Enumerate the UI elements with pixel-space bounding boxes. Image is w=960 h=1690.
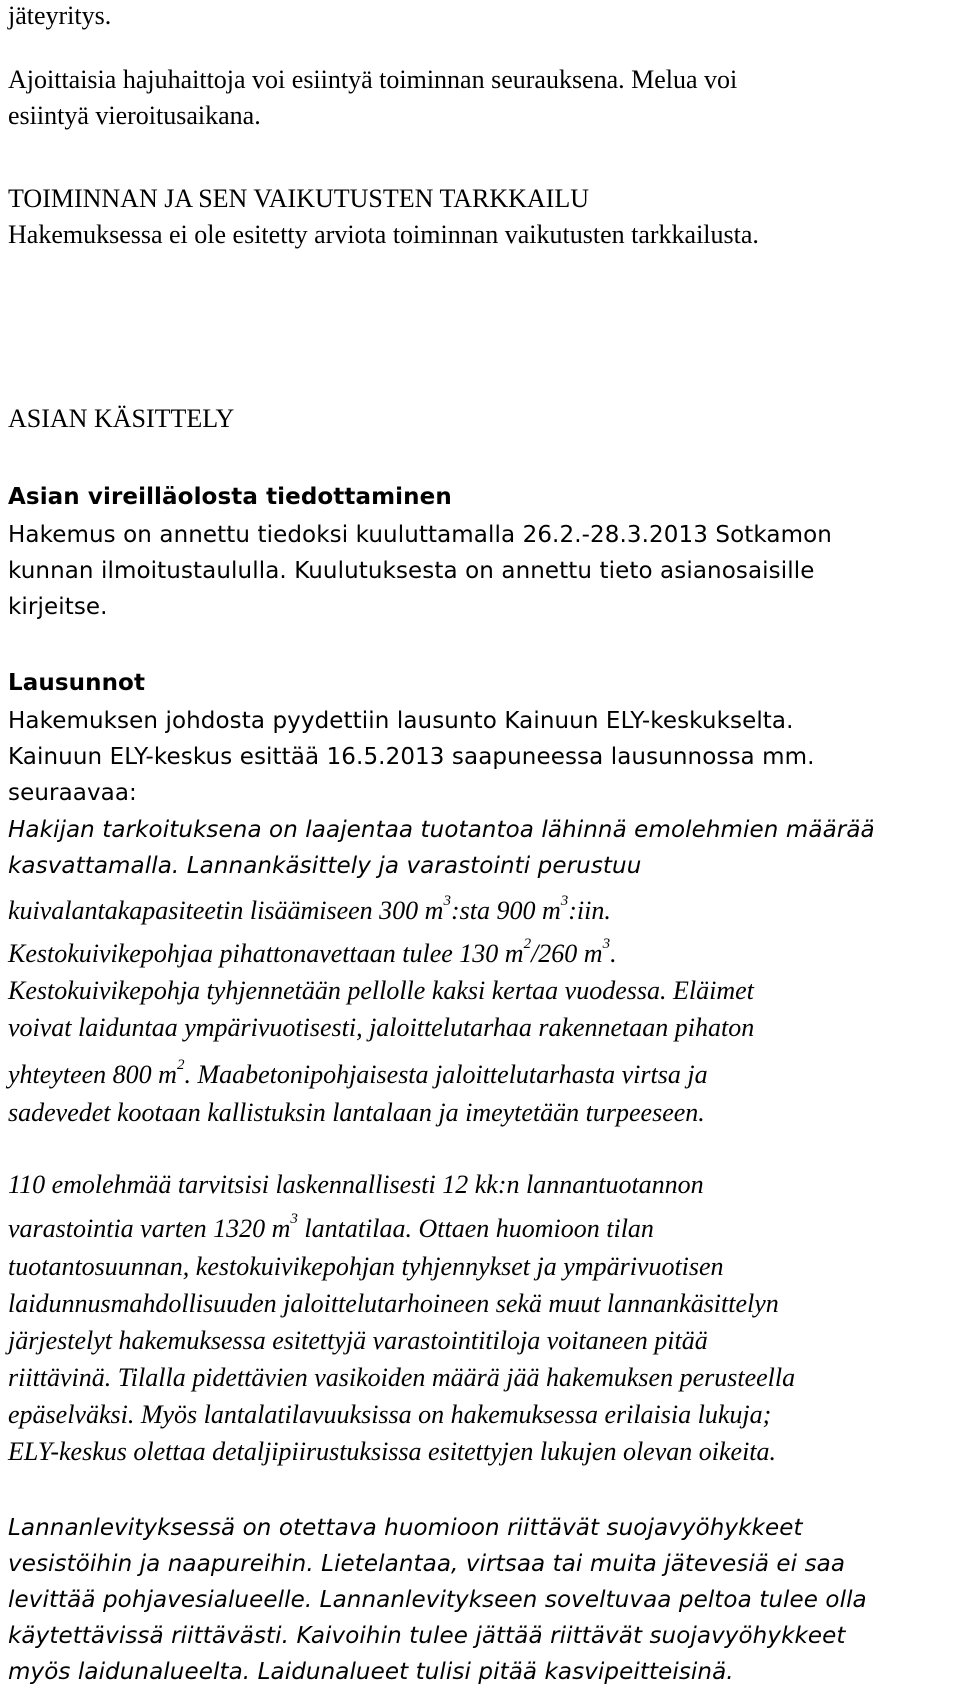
quote-line: Hakijan tarkoituksena on laajentaa tuotantoa lähinnä emolehmien määrää [8,817,875,843]
quote-line: epäselväksi. Myös lantalatilavuuksissa on hakemuksessa erilaisia lukuja; [8,1400,772,1429]
quote-line: laidunnusmahdollisuuden jaloittelutarhoineen sekä muut lannankäsittelyn [8,1289,779,1318]
quote-line: käytettävissä riittävästi. Kaivoihin tulee jättää riittävät suojavyöhykkeet [8,1623,846,1649]
quote-line: tuotantosuunnan, kestokuivikepohjan tyhjennykset ja ympärivuotisen [8,1252,724,1281]
quote-line: kuivalantakapasiteetin lisäämiseen 300 $m^3:sta$ 900 $m^3:iin$. [8,893,611,925]
quote-line: 110 emolehmää tarvitsisi laskennallisesti 12 kk:n lannantuotannon [8,1170,704,1199]
section-heading-monitoring: TOIMINNAN JA SEN VAIKUTUSTEN TARKKAILU [8,184,590,213]
quote-line: ELY-keskus olettaa detaljipiirustuksissa esitettyjen lukujen olevan oikeita. [8,1437,777,1466]
paragraph-line: esiintyä vieroitusaikana. [8,101,261,130]
quote-line: yhteyteen 800 $m^2$. Maabetonipohjaisesta jaloittelutarhasta virtsa ja [8,1057,708,1089]
quote-line: voivat laiduntaa ympärivuotisesti, jaloittelutarhaa rakennetaan pihaton [8,1013,755,1042]
paragraph-line: kirjeitse. [8,594,108,620]
paragraph-line: Kainuun ELY-keskus esittää 16.5.2013 saapuneessa lausunnossa mm. [8,744,815,770]
quote-line: riittävinä. Tilalla pidettävien vasikoiden määrä jää hakemuksen perusteella [8,1363,796,1392]
quote-line: järjestelyt hakemuksessa esitettyjä varastointitiloja voitaneen pitää [8,1326,708,1355]
quote-line: varastointia varten 1320 $m^3$ lantatilaa. Ottaen huomioon tilan [8,1211,654,1243]
quote-line: levittää pohjavesialueelle. Lannanlevitykseen soveltuvaa peltoa tulee olla [8,1587,867,1613]
quote-line: sadevedet kootaan kallistuksin lantalaan ja imeytetään turpeeseen. [8,1098,705,1127]
quote-line: vesistöihin ja naapureihin. Lietelantaa, virtsaa tai muita jätevesiä ei saa [8,1551,846,1577]
quote-line: myös laidunalueelta. Laidunalueet tulisi pitää kasvipeitteisinä. [8,1659,734,1685]
quote-line: Kestokuivikepohjaa pihattonavettaan tulee 130 $m^2/260$ $m^3$. [8,936,617,968]
paragraph-line: jäteyritys. [8,1,112,30]
subsection-heading-notification: Asian vireilläolosta tiedottaminen [8,484,452,510]
paragraph-line: Ajoittaisia hajuhaittoja voi esiintyä toiminnan seurauksena. Melua voi [8,65,738,94]
quote-line: Kestokuivikepohja tyhjennetään pellolle kaksi kertaa vuodessa. Eläimet [8,976,754,1005]
paragraph-line: seuraavaa: [8,780,137,806]
subsection-heading-statements: Lausunnot [8,670,146,696]
quote-line: kasvattamalla. Lannankäsittely ja varastointi perustuu [8,853,642,879]
paragraph-line: Hakemuksen johdosta pyydettiin lausunto Kainuun ELY-keskukselta. [8,708,794,734]
paragraph-line: Hakemus on annettu tiedoksi kuuluttamalla 26.2.-28.3.2013 Sotkamon [8,522,832,548]
paragraph-line: Hakemuksessa ei ole esitetty arviota toiminnan vaikutusten tarkkailusta. [8,220,759,249]
paragraph-line: kunnan ilmoitustaululla. Kuulutuksesta on annettu tieto asianosaisille [8,558,815,584]
section-heading-processing: ASIAN KÄSITTELY [8,404,235,433]
quote-line: Lannanlevityksessä on otettava huomioon riittävät suojavyöhykkeet [8,1515,803,1541]
